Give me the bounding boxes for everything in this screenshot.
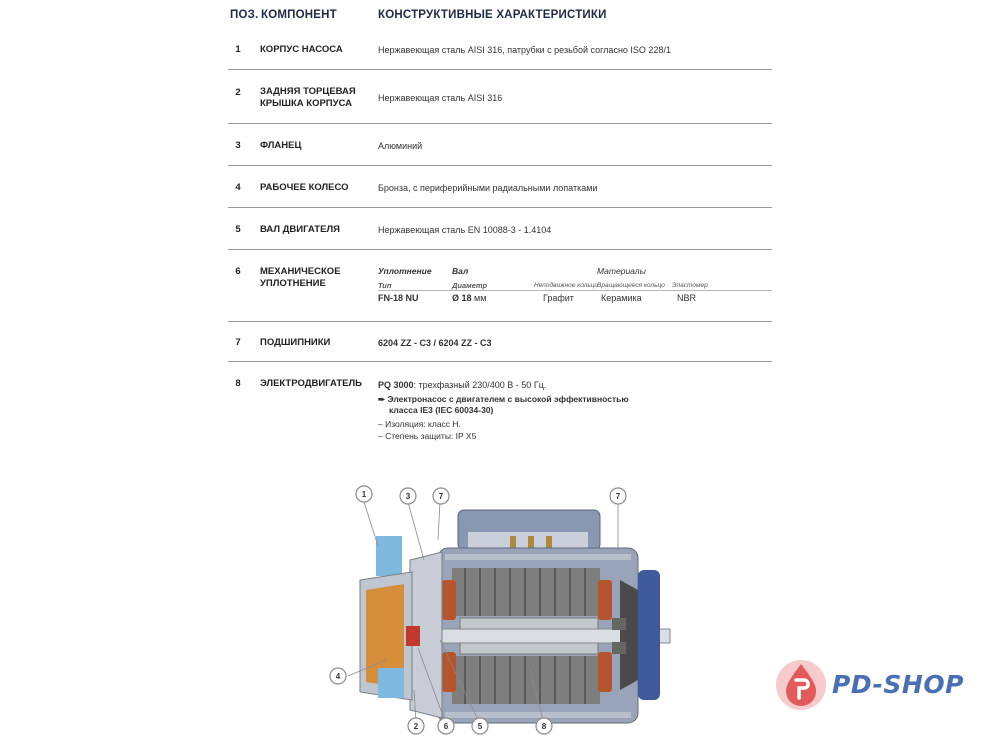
callout-5 (472, 718, 488, 734)
motor-model: PQ 3000 (378, 380, 414, 390)
callout-6 (438, 718, 454, 734)
svg-text:8: 8 (541, 722, 547, 731)
row-4-component: РАБОЧЕЕ КОЛЕСО (260, 182, 349, 193)
seal-rotating: Керамика (601, 293, 642, 303)
callout-7-right (610, 488, 626, 504)
callout-8 (536, 718, 552, 734)
row-8-num: 8 (235, 378, 241, 389)
row-7-component: ПОДШИПНИКИ (260, 337, 331, 348)
row-2-num: 2 (235, 87, 241, 98)
row-2-desc: Нержавеющая сталь AISI 316 (378, 93, 503, 103)
motor-protection: – Степень защиты: IP X5 (378, 431, 477, 441)
motor-efficiency-line2: класса IE3 (IEC 60034-30) (389, 405, 494, 415)
row-1-desc: Нержавеющая сталь AISI 316, патрубки с резьбой согласно ISO 228/1 (378, 45, 671, 55)
seal-sub-type: Тип (378, 281, 392, 290)
svg-text:1: 1 (361, 490, 367, 499)
row-divider (228, 249, 772, 250)
row-7-desc: 6204 ZZ - C3 / 6204 ZZ - C3 (378, 338, 492, 348)
arrow-icon: ➨ (378, 394, 388, 404)
header-characteristics: КОНСТРУКТИВНЫЕ ХАРАКТЕРИСТИКИ (378, 9, 607, 21)
svg-text:6: 6 (443, 722, 449, 731)
seal-sub-elastomer: Эластомер (672, 282, 708, 289)
row-6-component-line2: УПЛОТНЕНИЕ (260, 278, 326, 289)
svg-text:7: 7 (438, 492, 444, 501)
row-divider (228, 321, 772, 322)
row-3-num: 3 (235, 140, 241, 151)
svg-text:2: 2 (413, 722, 419, 731)
header-component: КОМПОНЕНТ (261, 9, 337, 21)
row-4-num: 4 (235, 182, 241, 193)
motor-insulation: – Изоляция: класс H. (378, 419, 461, 429)
seal-divider (378, 290, 772, 291)
row-7-num: 7 (235, 337, 241, 348)
callout-2 (408, 718, 424, 734)
row-divider (228, 69, 772, 70)
row-divider (228, 361, 772, 362)
seal-header-seal: Уплотнение (378, 266, 432, 276)
svg-text:3: 3 (405, 492, 411, 501)
motor-model-line (378, 380, 546, 390)
row-divider (228, 123, 772, 124)
row-divider (228, 207, 772, 208)
seal-diameter-unit: мм (474, 293, 487, 303)
row-5-num: 5 (235, 224, 241, 235)
motor-efficiency-line1: Электронасос с двигателем с высокой эффективностью (387, 394, 629, 404)
row-5-component: ВАЛ ДВИГАТЕЛЯ (260, 224, 340, 235)
svg-text:7: 7 (615, 492, 621, 501)
callout-4 (330, 668, 346, 684)
svg-text:5: 5 (477, 722, 483, 731)
motor-efficiency (378, 394, 629, 405)
callout-7-left (433, 488, 449, 504)
row-6-component (260, 266, 370, 290)
svg-text:4: 4 (335, 672, 341, 681)
motor-model-desc: : трехфазный 230/400 В - 50 Гц. (413, 380, 547, 390)
drop-icon (774, 658, 828, 712)
seal-fixed: Графит (543, 293, 574, 303)
row-6-component-line1: МЕХАНИЧЕСКОЕ (260, 266, 341, 277)
seal-type: FN-18 NU (378, 293, 419, 303)
row-3-component: ФЛАНЕЦ (260, 140, 302, 151)
seal-sub-rotating: Вращающееся кольцо (597, 282, 665, 289)
logo-text: PD-SHOP (832, 670, 964, 699)
row-2-component (260, 86, 370, 110)
seal-diameter (452, 293, 486, 303)
row-8-component: ЭЛЕКТРОДВИГАТЕЛЬ (260, 378, 362, 389)
row-2-component-line1: ЗАДНЯЯ ТОРЦЕВАЯ (260, 86, 356, 97)
row-4-desc: Бронза, с периферийными радиальными лопатками (378, 183, 598, 193)
row-divider (228, 165, 772, 166)
seal-sub-fixed: Неподвижное кольцо (534, 282, 599, 289)
callouts-layer (320, 480, 680, 748)
seal-header-shaft: Вал (452, 266, 469, 276)
seal-elastomer: NBR (677, 293, 697, 303)
row-1-num: 1 (235, 44, 241, 55)
seal-header-materials: Материалы (597, 266, 646, 276)
seal-sub-diameter: Диаметр (452, 281, 488, 290)
row-2-component-line2: КРЫШКА КОРПУСА (260, 98, 353, 109)
seal-diameter-value: Ø 18 (452, 293, 472, 303)
header-pos: ПОЗ. (230, 9, 259, 21)
row-1-component: КОРПУС НАСОСА (260, 44, 343, 55)
callout-1 (356, 486, 372, 502)
row-6-num: 6 (235, 266, 241, 277)
pd-shop-logo (774, 658, 964, 712)
row-5-desc: Нержавеющая сталь EN 10088-3 - 1.4104 (378, 225, 552, 235)
row-3-desc: Алюминий (378, 141, 423, 151)
callout-3 (400, 488, 416, 504)
